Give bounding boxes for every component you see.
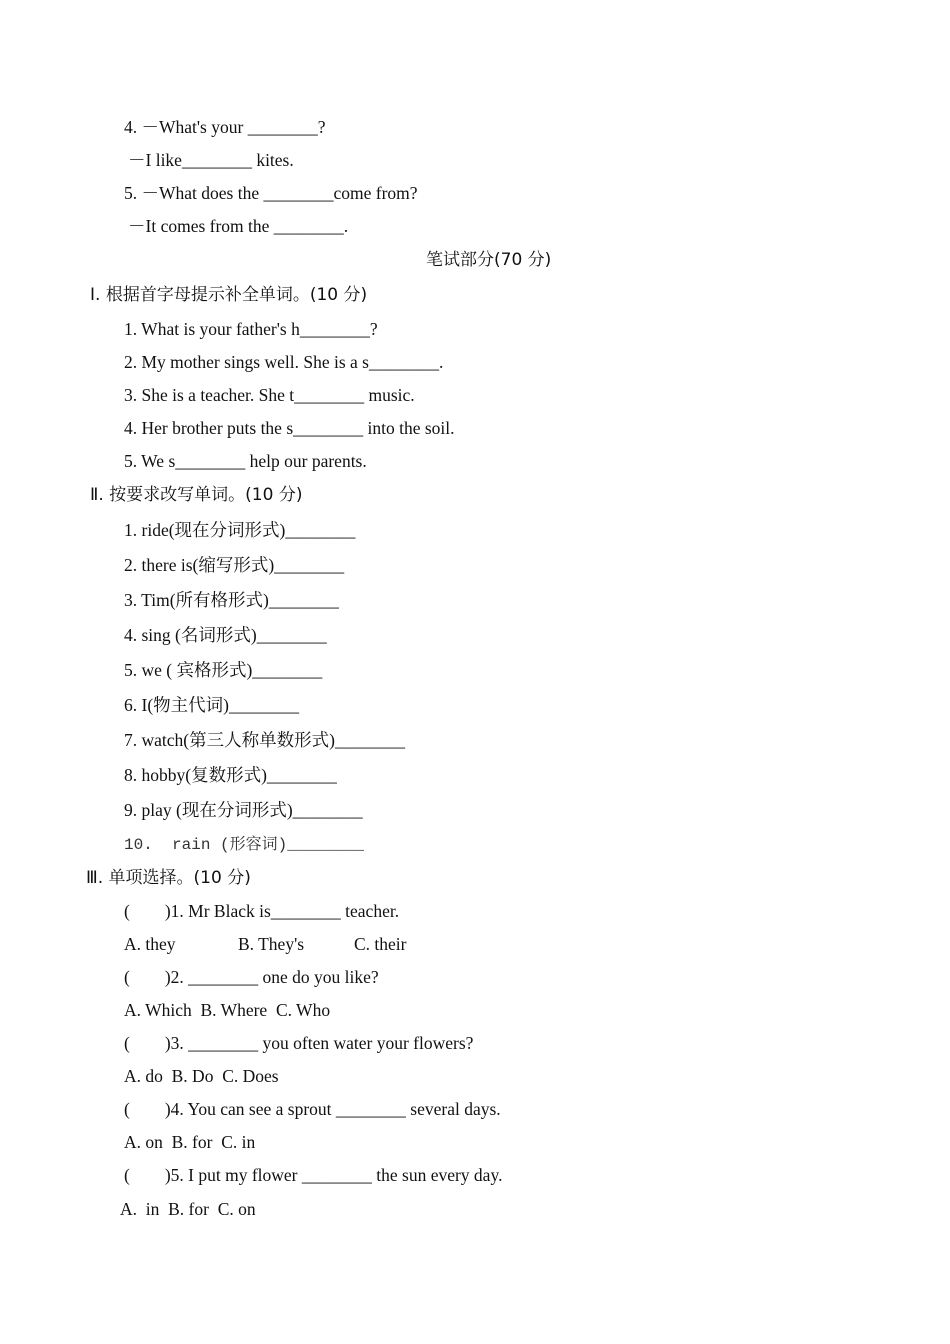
section-3-heading: Ⅲ. 单项选择。(10 分) xyxy=(86,868,251,888)
mc-options: A. do B. Do C. Does xyxy=(124,1066,279,1086)
listening-q5-line2: －It comes from the ________. xyxy=(128,216,349,236)
section-2-item: 2. there is(缩写形式)________ xyxy=(124,555,345,575)
listening-q5-line1: 5. －What does the ________come from? xyxy=(124,183,418,203)
section-2-heading: Ⅱ. 按要求改写单词。(10 分) xyxy=(90,485,303,505)
section-2-item: 8. hobby(复数形式)________ xyxy=(124,765,337,785)
mc-option: A. they xyxy=(124,934,176,954)
mc-option: B. They's xyxy=(238,934,305,954)
section-2-item: 9. play (现在分词形式)________ xyxy=(124,800,363,820)
section-1-heading: Ⅰ. 根据首字母提示补全单词。(10 分) xyxy=(90,285,368,305)
section-1-item: 5. We s________ help our parents. xyxy=(124,451,367,471)
mc-options: A. in B. for C. on xyxy=(120,1199,256,1219)
mc-options: A. on B. for C. in xyxy=(124,1132,256,1152)
written-part-title: 笔试部分(70 分) xyxy=(426,250,552,270)
section-1-item: 1. What is your father's h________? xyxy=(124,319,378,339)
section-1-item: 4. Her brother puts the s________ into the soil. xyxy=(124,418,455,438)
section-2-item: 3. Tim(所有格形式)________ xyxy=(124,590,339,610)
section-2-item: 4. sing (名词形式)________ xyxy=(124,625,327,645)
mc-options: A. Which B. Where C. Who xyxy=(124,1000,331,1020)
mc-option: C. their xyxy=(354,934,407,954)
mc-question-stem: ( )2. ________ one do you like? xyxy=(124,967,379,987)
mc-question-stem: ( )1. Mr Black is________ teacher. xyxy=(124,901,400,921)
section-2-item: 7. watch(第三人称单数形式)________ xyxy=(124,730,405,750)
mc-question-stem: ( )5. I put my flower ________ the sun every day. xyxy=(124,1165,503,1185)
section-2-item: 10. rain (形容词)________ xyxy=(124,836,365,854)
section-2-item: 5. we ( 宾格形式)________ xyxy=(124,660,323,680)
section-1-item: 3. She is a teacher. She t________ music. xyxy=(124,385,415,405)
mc-question-stem: ( )3. ________ you often water your flowers? xyxy=(124,1033,474,1053)
listening-q4-line2: －I like________ kites. xyxy=(128,150,294,170)
section-2-item: 6. I(物主代词)________ xyxy=(124,695,299,715)
section-1-item: 2. My mother sings well. She is a s________. xyxy=(124,352,444,372)
mc-question-stem: ( )4. You can see a sprout ________ several days. xyxy=(124,1099,501,1119)
section-2-item: 1. ride(现在分词形式)________ xyxy=(124,520,356,540)
listening-q4-line1: 4. －What's your ________? xyxy=(124,117,326,137)
